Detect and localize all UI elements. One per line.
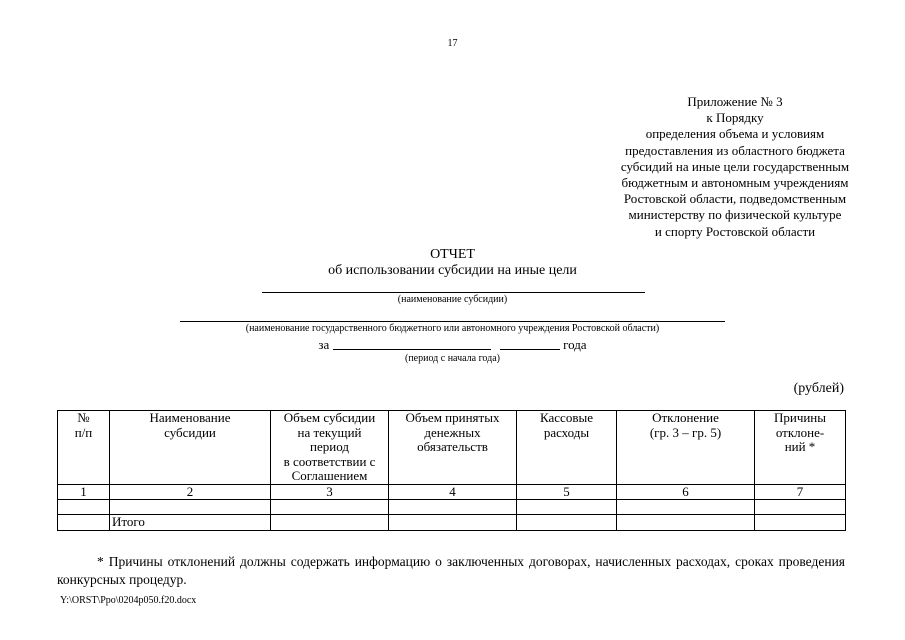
- column-number: 5: [517, 484, 617, 499]
- file-path: Y:\ORST\Ppo\0204p050.f20.docx: [60, 595, 197, 606]
- period-suffix: года: [563, 337, 587, 352]
- table-cell: [271, 514, 389, 530]
- header-line: Объем субсидии: [283, 410, 376, 425]
- header-line: (гр. 3 – гр. 5): [649, 424, 722, 440]
- header-cell: [110, 411, 271, 485]
- footnote: * Причины отклонений должны содержать информацию о заключенных договорах, начисленных расходах, сроках проведения конкурсных процедур.: [57, 554, 845, 587]
- period-blank: [333, 337, 491, 350]
- header-line: Отклонение: [652, 410, 719, 425]
- table-cell: [617, 514, 755, 530]
- header-cell: [58, 411, 110, 485]
- total-row: [58, 514, 846, 530]
- header-line: денежных: [424, 424, 481, 440]
- report-table: [57, 410, 846, 531]
- header-line: период: [310, 439, 349, 454]
- institution-name-caption: (наименование государственного бюджетного или автономного учреждения Ростовской области): [245, 323, 660, 334]
- year-blank: [500, 337, 560, 350]
- table-cell: [517, 514, 617, 530]
- subsidy-name-caption: (наименование субсидии): [397, 294, 508, 305]
- units-label: (рублей): [793, 381, 844, 396]
- appendix-line: предоставления из областного бюджета: [625, 142, 845, 158]
- table-cell: [389, 514, 517, 530]
- column-number: 3: [271, 484, 389, 499]
- table-header-row: [58, 411, 846, 485]
- appendix-line: министерству по физической культуре: [628, 207, 842, 223]
- header-line: Объем принятых: [405, 410, 500, 425]
- appendix-line: и спорту Ростовской области: [654, 223, 816, 239]
- report-subtitle: об использовании субсидии на иные цели: [328, 263, 577, 278]
- header-line: в соответствии с: [283, 453, 376, 469]
- column-number: 4: [389, 484, 517, 499]
- header-line: расходы: [543, 424, 590, 440]
- column-number: 7: [755, 484, 846, 499]
- table-cell: [389, 499, 517, 514]
- table-cell: [755, 514, 846, 530]
- subsidy-name-line: [262, 292, 645, 293]
- column-number: 6: [617, 484, 755, 499]
- table-cell: [517, 499, 617, 514]
- table-cell: [58, 514, 110, 530]
- page-number: 17: [447, 38, 458, 49]
- header-cell: [755, 411, 846, 485]
- table-cell: [617, 499, 755, 514]
- table-cell: [271, 499, 389, 514]
- appendix-line: Приложение № 3: [687, 94, 783, 109]
- header-line: Причины: [773, 410, 827, 425]
- report-title: ОТЧЕТ: [430, 247, 475, 262]
- appendix-line: к Порядку: [706, 110, 764, 126]
- header-line: на текущий: [297, 424, 362, 440]
- table-cell: [755, 499, 846, 514]
- appendix-line: определения объема и условиям: [645, 126, 825, 142]
- table-cell: [110, 499, 271, 514]
- period-row: [0, 337, 905, 353]
- header-cell: [271, 411, 389, 485]
- institution-name-line: [180, 321, 725, 322]
- appendix-line: Ростовской области, подведомственным: [623, 191, 847, 207]
- table-cell: [58, 499, 110, 514]
- header-cell: [517, 411, 617, 485]
- header-cell: [389, 411, 517, 485]
- header-line: №: [77, 410, 90, 425]
- header-line: п/п: [74, 424, 93, 440]
- header-line: Соглашением: [291, 468, 368, 483]
- column-number-row: [58, 484, 846, 499]
- header-cell: [617, 411, 755, 485]
- column-number: 1: [58, 484, 110, 499]
- header-line: Наименование: [149, 410, 231, 425]
- header-line: отклоне-: [775, 424, 825, 440]
- header-line: ний *: [784, 439, 816, 454]
- header-line: Кассовые: [540, 410, 593, 425]
- appendix-line: бюджетным и автономным учреждениям: [621, 175, 849, 191]
- header-line: обязательств: [417, 439, 488, 454]
- column-number: 2: [110, 484, 271, 499]
- period-prefix: за: [318, 337, 330, 352]
- table-row: [58, 499, 846, 514]
- period-caption: (период с начала года): [404, 353, 500, 364]
- header-line: субсидии: [164, 424, 216, 440]
- total-label: Итого: [110, 514, 271, 530]
- appendix-heading: [540, 94, 905, 240]
- appendix-line: субсидий на иные цели государственным: [620, 158, 850, 174]
